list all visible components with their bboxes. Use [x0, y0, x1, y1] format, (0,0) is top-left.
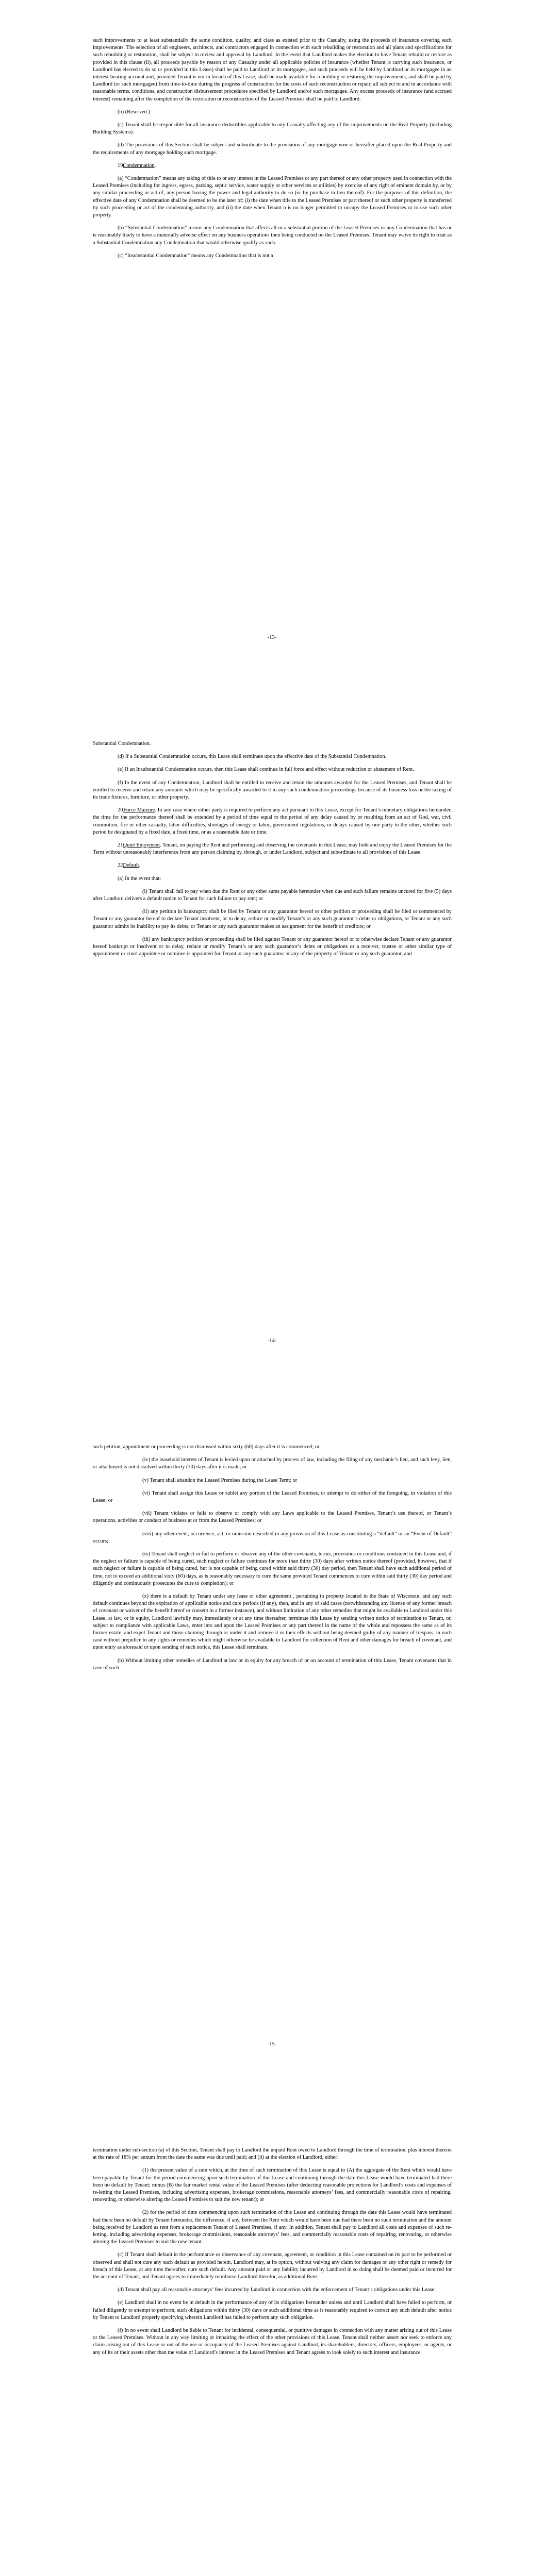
paragraph: termination under sub-section (a) of this Section, Tenant shall pay to Landlord the unpaid Rent owed to Landlord through the time of termination, plus interest thereon at the rate of 18% per annum from the date the same was due until paid; and (ii) at the election of Landlord, either: [93, 2147, 452, 2161]
page-13 [0, 0, 544, 703]
paragraph: (iii) any bankruptcy petition or proceeding shall be filed against Tenant or any guarantor hereof or to otherwise declare Tenant or any guarantor hereof bankrupt or insolvent or to delay, reduce or modify Tenant’s or any such guarantor’s debts or obligations or a receiver, trustee or other similar type of appointment or court appointee or nominee is appointed for Tenant or any such guarantor or any of the property of Tenant or any such guarantor, and [93, 936, 452, 957]
page-14 [0, 703, 544, 1406]
paragraph: (e) If an Insubstantial Condemnation occurs, then this Lease shall continue in full force and effect without reduction or abatement of Rent. [118, 767, 414, 773]
page-number: -13- [267, 635, 277, 640]
paragraph: (2) for the period of time commencing upon such termination of this Lease and continuing through the date this Lease would have terminated had there been no default by Tenant hereunder, the difference, if any, between the Rent which would have been due had there been no such termination and the amount being received by Landlord as rent from a replacement Tenant of Leased Premises, if any. In addition, Tenant shall pay to Landlord all costs and expenses of such re-letting, including advertising expenses, brokerage commissions, reasonable attorneys’ fees, and commercially reasonable costs of repairing, renovating, or otherwise altering the Leased Premises to suit the new tenant. [93, 2210, 452, 2245]
section-text: . [139, 862, 141, 869]
paragraph: (d) The provisions of this Section shall be subject and subordinate to the provisions of any mortgage now or hereafter placed upon the Real Property and the requirements of any mortgage holding such mortgage. [93, 142, 452, 156]
paragraph: (1) the present value of a sum which, at the time of such termination of this Lease is equal to (A) the aggregate of the Rent which would have been payable by Tenant for the period commencing upon such termination of this Lease and continuing through the date this Lease would have terminated had there been no default by Tenant; minus (B) the fair market rental value of the Leased Premises (after deducting reasonable projections for Landlord’s costs and expenses of re-letting the Leased Premises, including advertising expenses, brokerage commissions, reasonable attorneys’ fees, and commercially reasonable costs of repairing, renovating, or otherwise altering the Leased Premises to suit the new tenant); or [93, 2167, 452, 2203]
page-14-body [93, 740, 452, 963]
paragraph: (d) Tenant shall pay all reasonable attorneys’ fees incurred by Landlord in connection with the enforcement of Tenant’s obligations under this Lease. [118, 2287, 436, 2293]
paragraph: such petition, appointment or proceeding is not dismissed within sixty (60) days after it is commenced; or [93, 1444, 320, 1450]
section-text: . Tenant, on paying the Rent and performing and observing the covenants in this Lease, may hold and enjoy the Leased Premises for the Term without unreasonably interference from any person claiming by, through, or under Landlord, subject and subordinate to all provisions of this Lease. [93, 842, 452, 856]
paragraph: (c) “Insubstantial Condemnation” means any Condemnation that is not a [118, 252, 273, 259]
paragraph: (a) In the event that: [118, 875, 161, 882]
paragraph: (b) Without limiting other remedies of Landlord at law or in equity for any breach of or on account of termination of this Lease, Tenant covenants that in case of such [93, 1657, 452, 1671]
paragraph: (b) “Substantial Condemnation” means any Condemnation that affects all or a substantial portion of the Leased Premises or any Condemnation that has or is reasonably likely to have a materially adverse effect on any business operations then being conducted on the Leased Premises. Tenant may waive its right to treat as a Substantial Condemnation any Condemnation that would otherwise qualify as such. [93, 225, 452, 246]
section-title: Default [123, 862, 139, 869]
page-16-body [93, 2147, 452, 2362]
paragraph: (vi) Tenant shall assign this Lease or sublet any portion of the Leased Premises, or attempt to do either of the foregoing, in violation of this Lease; or [93, 1490, 452, 1504]
section-heading-19 [93, 162, 452, 170]
page-number: -14- [267, 1338, 277, 1344]
paragraph: (ix) Tenant shall neglect or fail to perform or observe any of the other covenants, terms, provisions or conditions contained in this Lease and, if the neglect or failure is capable of being cured, such neglect or failure continues for more than thirty (30) days after written notice thereof (provided, however, that if such neglect or failure is capable of being cured, but is not capable of being cured within said thirty (30) day period, then Tenant shall have such additional period of time, not to exceed an additional sixty (60) days, as is reasonably necessary to cure the same provided Tenant commences to cure within said thirty (30) day period and diligently and continuously prosecutes the cure to completion); or [93, 1551, 452, 1586]
page-15-body [93, 1444, 452, 1677]
paragraph: (e) Landlord shall in no event be in default in the performance of any of its obligations hereunder unless and until Landlord shall have failed to perform, or failed diligently to attempt to perform, such obligations within thirty (30) days or such additional time as is reasonably required to correct any such default after notice by Tenant to Landlord properly specifying wherein Landlord has failed to perform any such obligation. [93, 2300, 452, 2320]
section-title: Quiet Enjoyment [123, 842, 160, 849]
page-13-body [93, 37, 452, 265]
page-16 [0, 2110, 544, 2576]
section-heading-21 [93, 842, 452, 856]
section-number: 20. [118, 807, 124, 814]
paragraph: (viii) any other event, occurrence, act, or omission described in any provision of this Lease as constituting a “default” or an “Event of Default” occurs; [93, 1531, 452, 1544]
page-number: -15- [267, 2041, 277, 2047]
paragraph: (i) Tenant shall fail to pay when due the Rent or any other sums payable hereunder when due and such failure remains uncured for five (5) days after Landlord delivers a default notice to Tenant for such failure to pay rent; or [93, 888, 452, 902]
paragraph: (f) In the event of any Condemnation, Landlord shall be entitled to receive and retain the amounts awarded for the Leased Premises, and Tenant shall be entitled to receive and retain any amounts which may be specifically awarded to it in any such condemnation proceedings because of its business loss or the taking of its trade fixtures, furniture, or other property. [93, 779, 452, 801]
paragraph: (c) If Tenant shall default in the performance or observance of any covenant, agreement, or condition in this Lease contained on its part to be performed or observed and shall not cure any such default as provided herein, Landlord may, at its option, without waiving any claim for damages or any other right or remedy for breach of this Lease, at any time thereafter, cure such default. Any amount paid or any liability incurred by Landlord in so doing shall be deemed paid or incurred for the account of Tenant, and Tenant agrees to immediately reimburse Landlord therefor, as additional Rent. [93, 2252, 452, 2280]
paragraph: (iv) the leasehold interest of Tenant is levied upon or attached by process of law, including the filing of any mechanic’s lien, and such levy, lien, or attachment is not dissolved within thirty (30) days after it is made; or [93, 1457, 452, 1470]
paragraph: such improvements to at least substantially the same condition, quality, and class as existed prior to the Casualty, using the proceeds of insurance covering such improvements. The selection of all engineers, architects, and contractors engaged in connection with such rebuilding or restoration and all plans and specifications for such rebuilding or restoration, shall be subject to review and approval by Landlord. In the event that Landlord makes the election to have Tenant rebuild or restore as provided in this clause (ii), all proceeds payable by reason of any Casualty under all applicable policies of insurance (whether Tenant is carrying such insurance, or Landlord has elected to do so or provided in this Lease) shall be paid to Landlord or its mortgagee, and such proceeds will be held by Landlord or its mortgagee in an interest-bearing account and, provided Tenant is not in breach of this Lease, shall be made available for rebuilding or restoring the improvements, and shall be paid by Landlord (or such mortgagee) from time-to-time during the progress of construction for the costs of such reconstruction or repair, all subject to and in accordance with reasonable terms, conditions, and construction disbursement procedures specified by Landlord and/or such mortgagee. Any excess proceeds of insurance (and accrued interest) remaining after the completion of the restoration or reconstruction of the Leased Premises shall be paid to Landlord. [93, 38, 452, 102]
paragraph: (v) Tenant shall abandon the Leased Premises during the Lease Term; or [142, 1477, 298, 1483]
paragraph: (ii) any petition in bankruptcy shall be filed by Tenant or any guarantor hereof or other petition or proceeding shall be filed or commenced by Tenant or any guarantor hereof to declare Tenant insolvent, or to delay, reduce or modify Tenant’s or any such guarantor’s debts or obligations, or Tenant or any such guarantor admits its inability to pay its debts, or Tenant or any such guarantor makes an assignment for the benefit of creditors; or [93, 909, 452, 929]
paragraph: (d) If a Substantial Condemnation occurs, this Lease shall terminate upon the effective date of the Substantial Condemnation. [118, 754, 387, 760]
paragraph: (c) Tenant shall be responsible for all insurance deductibles applicable to any Casualty affecting any of the improvements on the Real Property (including Building Systems). [93, 122, 452, 135]
section-heading-22 [93, 862, 452, 869]
section-number: 22. [118, 862, 124, 869]
paragraph: (a) “Condemnation” means any taking of title to or any interest in the Leased Premises or any part thereof or any other property used in connection with the Leased Premises (including for ingress, egress, parking, septic service, water supply or other services or utilities) by exercise of any right of eminent domain by, or by any similar proceeding or act of, any person having the power and legal authority to do so (or by purchase in lieu thereof). For the purposes of this definition, the effective date of any Condemnation shall be deemed to be the later of: (i) the date when title to the Leased Premises or part thereof or such other property is transferred by such proceeding or act of the condemning authority, and (ii) the date when Tenant o is no longer permitted to occupy the Leased Premises or to use such other property. [93, 176, 452, 218]
section-title: Condemnation [123, 162, 155, 168]
section-number: 19. [118, 162, 124, 168]
paragraph: (vii) Tenant violates or fails to observe or comply with any Laws applicable to the Leased Premises, Tenant’s use thereof, or Tenant’s operations, activities or conduct of business at or from the Leased Premises; or [93, 1511, 452, 1524]
paragraph: (b) (Reserved.) [118, 109, 150, 115]
section-heading-20 [93, 807, 452, 836]
page-15 [0, 1406, 544, 2110]
paragraph: Substantial Condemnation. [93, 741, 151, 747]
section-title: Force Majeure [123, 807, 155, 814]
paragraph: (f) In no event shall Landlord be liable to Tenant for incidental, consequential, or punitive damages in connection with any matter arising out of this Lease or the Leased Premises. Without in any way limiting or impairing the effect of the other provisions of this Lease, Tenant shall neither assert nor seek to enforce any claim arising out of this Lease or out of the use or occupancy of the Leased Premises against Landlord, its shareholders, directors, officers, employees, or agents, or any of its or their assets other than the value of Landlord’s interest in the Leased Premises and Tenant agrees to look solely to such interest and insurance [93, 2328, 452, 2355]
section-text: . In any case where either party is required to perform any act pursuant to this Lease, except for Tenant’s monetary obligations hereunder, the time for the performance thereof shall be extended by a period of time equal to the period of any delay caused by or resulting from an act of God, war, civil commotion, fire or other casualty, labor difficulties, shortages of energy or labor, government regulations, or delays caused by one party to the other, whether such period be designated by a fixed date, a fixed time, or as a reasonable date or time. [93, 807, 452, 835]
section-text: . [154, 162, 156, 168]
section-number: 21. [118, 842, 124, 849]
paragraph: (x) there is a default by Tenant under any lease or other agreement , pertaining to property located in the State of Wisconsin, and any such default continues beyond the expiration of applicable notice and cure periods (if any), then, and in any of said cases (notwithstanding any license of any former breach of covenant or waiver of the benefit hereof or consent in a former instance), and without limitation of any other remedies that might be available to Landlord under this Lease, at law, or in equity, Landlord lawfully may, immediately or at any time thereafter, terminate this Lease by sending written notice of termination to Tenant, or, subject to compliance with applicable Laws, enter into and upon the Leased Premises or any part thereof in the name of the whole and repossess the same as of its former estate, and expel Tenant and those claiming through or under it and remove it or their effects without being deemed guilty of any manner of trespass, in each case without prejudice to any rights or remedies which might otherwise be available to Landlord for collection of Rent and other damages for breach of covenant, and upon entry as aforesaid or upon sending of such notice, this Lease shall terminate. [93, 1594, 452, 1651]
